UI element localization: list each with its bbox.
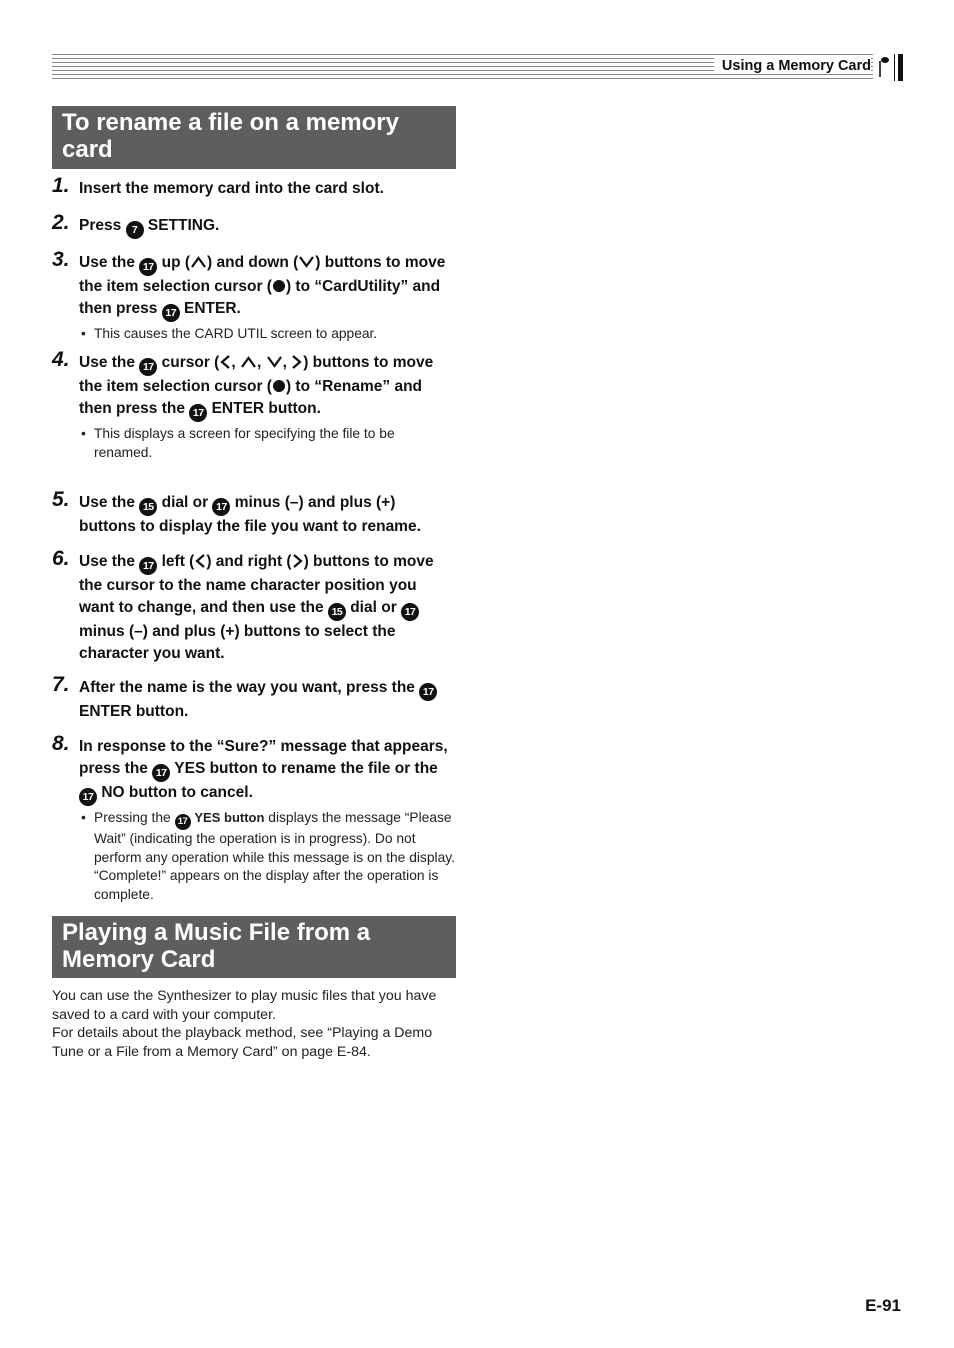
- step-note: • This causes the CARD UTIL screen to appear.: [81, 326, 378, 341]
- step-text: minus (–) and plus (+) buttons to display the file you want to rename.: [79, 494, 421, 535]
- page-number: E-91: [865, 1296, 901, 1315]
- step-text: Use the: [79, 354, 135, 371]
- up-arrow-icon: [190, 255, 207, 269]
- section-heading-rename: To rename a file on a memory card: [52, 106, 456, 169]
- step-number: 3.: [52, 248, 70, 271]
- cursor-dot-icon: [272, 379, 286, 393]
- step-text: After the name is the way you want, press the: [79, 679, 415, 696]
- step-text: In response to the “Sure?” message that appears, press the: [79, 738, 448, 777]
- button-number-icon: 17: [139, 358, 157, 376]
- step-note: • This displays a screen for specifying the file to be renamed.: [81, 426, 395, 460]
- body-paragraph: For details about the playback method, see “Playing a Demo Tune or a File from a Memory Card” on page E-84.: [52, 1025, 433, 1060]
- button-number-icon: 17: [79, 788, 97, 806]
- step-text: ,: [231, 354, 236, 371]
- step-4: [52, 348, 456, 462]
- step-note: • Pressing the 17 YES button displays the message “Please Wait” (indicating the operation is in progress). Do not perform any operation while this message is on the display. “Complete!” appears on the display after the operation is complete.: [81, 810, 455, 902]
- down-arrow-icon: [266, 355, 283, 369]
- step-text: YES button to rename the file or the: [174, 760, 438, 777]
- step-7: [52, 673, 456, 723]
- step-text: Insert the memory card into the card slot.: [79, 180, 384, 197]
- step-8: [52, 732, 456, 904]
- step-text: ENTER button.: [211, 400, 321, 417]
- button-number-icon: 17: [139, 258, 157, 276]
- step-text: ) buttons to move the cursor to the name character position you want to change, and then use the: [79, 553, 434, 616]
- music-note-icon: [877, 56, 891, 78]
- left-arrow-icon: [219, 355, 231, 369]
- header-bar-thin: [894, 54, 895, 81]
- button-number-icon: 15: [139, 498, 157, 516]
- button-number-icon: 17: [139, 557, 157, 575]
- note-text: Pressing the: [94, 810, 171, 825]
- step-number: 1.: [52, 174, 70, 197]
- button-number-icon: 17: [162, 304, 180, 322]
- step-number: 5.: [52, 488, 70, 511]
- step-text: dial or: [350, 599, 397, 616]
- cursor-dot-icon: [272, 279, 286, 293]
- header-bar: [898, 54, 903, 81]
- note-text: This displays a screen for specifying the file to be renamed.: [94, 426, 395, 460]
- step-text: Press: [79, 217, 122, 234]
- step-2: [52, 211, 456, 239]
- step-text: ) and down (: [207, 254, 299, 271]
- right-arrow-icon: [292, 554, 304, 568]
- section-heading-playing: Playing a Music File from a Memory Card: [52, 916, 456, 978]
- header-title: Using a Memory Card: [714, 58, 871, 74]
- button-number-icon: 17: [212, 498, 230, 516]
- step-3: [52, 248, 456, 344]
- step-text: dial or: [161, 494, 209, 511]
- down-arrow-icon: [298, 255, 315, 269]
- step-text: Use the: [79, 254, 135, 271]
- button-number-icon: 17: [175, 814, 191, 830]
- step-text: ) buttons to move the item selection cursor (: [79, 254, 446, 295]
- button-number-icon: 7: [126, 221, 144, 239]
- step-number: 8.: [52, 732, 70, 755]
- step-text: SETTING.: [147, 217, 220, 234]
- left-arrow-icon: [194, 554, 206, 568]
- step-text: ) and right (: [206, 553, 292, 570]
- button-number-icon: 17: [419, 683, 437, 701]
- up-arrow-icon: [240, 355, 257, 369]
- note-text: displays the message “Please Wait” (indicating the operation is in progress). Do not perform any operation while this message is on the display. “Complete!” appears on the display after the operation is complete.: [94, 810, 455, 902]
- button-number-icon: 15: [328, 603, 346, 621]
- page-header: [52, 54, 903, 81]
- step-5: [52, 488, 456, 538]
- right-arrow-icon: [291, 355, 303, 369]
- step-1: [52, 174, 456, 200]
- step-text: Use the: [79, 494, 135, 511]
- step-text: ) to “Rename” and then press the: [79, 378, 423, 417]
- step-number: 2.: [52, 211, 70, 234]
- button-number-icon: 17: [152, 764, 170, 782]
- step-text: ,: [256, 354, 262, 371]
- step-text: ) buttons to move the item selection cursor (: [79, 354, 434, 395]
- body-paragraph: You can use the Synthesizer to play music files that you have saved to a card with your computer.: [52, 988, 437, 1023]
- step-text: Use the: [79, 553, 135, 570]
- button-number-icon: 17: [401, 603, 419, 621]
- step-text: left (: [161, 553, 195, 570]
- step-text: cursor (: [161, 354, 220, 371]
- note-text: This causes the CARD UTIL screen to appear.: [94, 326, 378, 341]
- step-text: ENTER.: [184, 300, 241, 317]
- step-number: 6.: [52, 547, 70, 570]
- step-6: [52, 547, 456, 665]
- button-number-icon: 17: [189, 404, 207, 422]
- step-text: up (: [161, 254, 191, 271]
- step-text: minus (–) and plus (+) buttons to select the character you want.: [79, 623, 396, 662]
- step-number: 4.: [52, 348, 70, 371]
- step-text: ENTER button.: [79, 703, 189, 720]
- note-text-bold: YES button: [194, 810, 265, 825]
- step-text: ,: [282, 354, 287, 371]
- step-number: 7.: [52, 673, 70, 696]
- step-text: NO button to cancel.: [101, 784, 253, 801]
- step-text: ) to “CardUtility” and then press: [79, 278, 441, 317]
